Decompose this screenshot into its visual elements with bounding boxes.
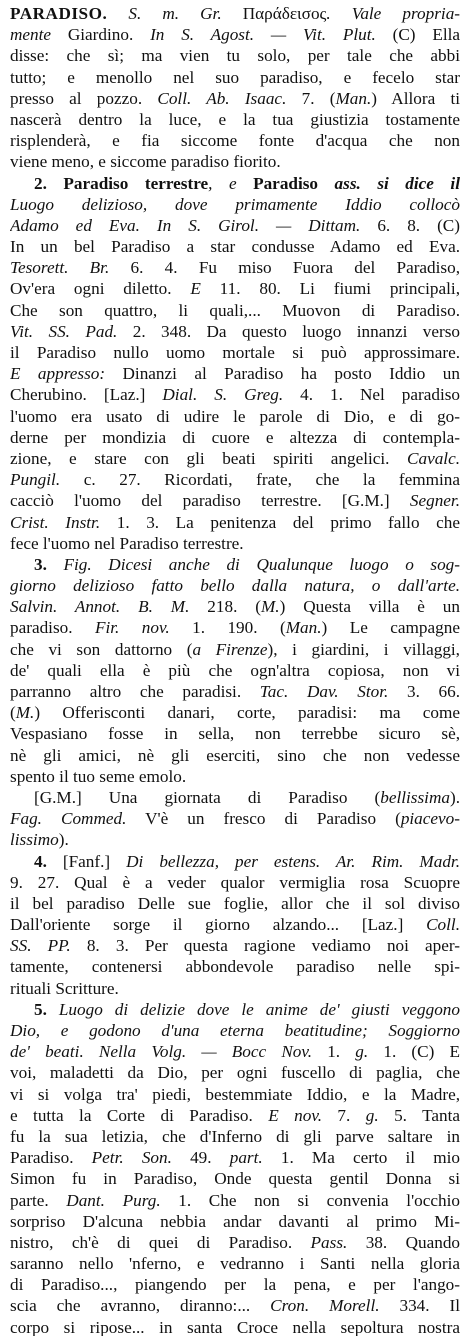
text-run: Luogo di delizie dove le anime de' giusti veggono — [58, 999, 460, 1019]
text-run: nascerà dentro la luce, e la tua giustizia tostamente — [10, 109, 460, 129]
entry-line — [10, 702, 460, 723]
text-run: M. — [260, 597, 280, 617]
text-run: Fig. Dicesi anche di Qualunque luogo o sog- — [63, 554, 460, 574]
text-run: 5. Tanta — [378, 1105, 460, 1125]
entry-line — [10, 575, 460, 596]
text-run: Salvin. Annot. B. M. — [10, 597, 190, 617]
text-run: SS. PP. — [10, 936, 71, 956]
text-run: spento il tuo seme emolo. — [10, 766, 187, 786]
text-run: E appresso: — [10, 364, 106, 384]
text-run: Luogo delizioso, dove primamente Iddio collocò — [10, 194, 460, 214]
text-run: ) Offerisconti danari, corte, paradisi: ma come — [34, 703, 460, 723]
entry-line — [10, 257, 460, 278]
text-run: 4. — [34, 851, 63, 871]
entry-line — [10, 723, 460, 744]
text-run: g. — [365, 1105, 379, 1125]
text-run: 9. 27. Qual è a veder qualor vermiglia rosa Scuopre — [10, 872, 460, 892]
text-run: c. 27. Ricordati, frate, che la femmina — [60, 470, 460, 490]
text-run: 3. 66. — [388, 682, 460, 701]
text-run: In S. Agost. — Vit. Plut. — [150, 25, 376, 45]
text-run: Di bellezza, per estens. Ar. Rim. Madr. — [126, 851, 460, 871]
text-run: mente — [10, 25, 52, 45]
text-run: zione, e stare con gli beati spiriti angelici. — [10, 448, 408, 468]
text-run: 1. — [312, 1042, 356, 1062]
text-run: scia che avranno, diranno:... — [10, 1296, 271, 1316]
text-run: ). — [58, 830, 69, 850]
entry-line — [10, 808, 460, 829]
text-run: ) Allora ti — [371, 88, 460, 108]
text-run: S. m. Gr. — [107, 4, 243, 23]
entry-line — [10, 787, 460, 808]
text-run: de' quali ella è più che ogn'altra copiosa, non vi — [10, 660, 460, 680]
entry-line — [10, 1232, 460, 1253]
text-run: presso al pozzo. — [10, 88, 158, 108]
entry-line — [10, 660, 460, 681]
text-run: 1. (C) E — [368, 1042, 460, 1062]
text-run: 1. 3. La penitenza del primo fallo che — [100, 512, 460, 532]
text-run: 7. — [322, 1105, 366, 1125]
entry-line — [10, 956, 460, 977]
entry-line — [10, 448, 460, 469]
text-run: Tac. Dav. Stor. — [259, 682, 389, 701]
text-run: Adamo ed Eva. In S. Girol. — Dittam. — [10, 215, 361, 235]
text-run: Man. — [285, 618, 322, 638]
entry-line — [10, 1147, 460, 1168]
headword: PARADISO. — [10, 4, 108, 23]
text-run: a Firenze — [192, 639, 268, 659]
text-run: ), i giardini, i villaggi, — [267, 639, 460, 659]
entry-line — [10, 1317, 460, 1336]
text-run: g. — [355, 1042, 369, 1062]
entry-line — [10, 766, 460, 787]
entry-line — [10, 935, 460, 956]
entry-line — [10, 278, 460, 299]
text-run: Cavalc. — [407, 448, 460, 468]
text-run: 2. 348. Da questo luogo innanzi verso — [117, 321, 460, 341]
text-run: 7. ( — [286, 88, 336, 108]
entry-line — [10, 215, 460, 236]
entry-line — [10, 384, 460, 405]
text-run: nè gli amici, nè gli eserciti, sino che non vedesse — [10, 745, 460, 765]
text-run: corpo si ripose... in santa Croce nella sepoltura nostra — [10, 1317, 460, 1336]
text-run: tamente, contenersi abbondevole paradiso nelle spi- — [10, 957, 460, 977]
text-run: Pass. — [310, 1232, 348, 1252]
text-run: Παράδεισος — [242, 4, 327, 23]
text-run: part. — [229, 1148, 263, 1168]
entry-line — [10, 1062, 460, 1083]
text-run: Dinanzi al Paradiso ha posto Iddio un — [105, 364, 460, 384]
text-run: Man. — [335, 88, 372, 108]
text-run: 2. — [34, 173, 64, 193]
entry-line — [10, 130, 460, 151]
entry-line — [10, 1295, 460, 1316]
entry-line — [10, 1274, 460, 1295]
entry-line — [10, 3, 460, 24]
text-run: Dial. S. Greg. — [162, 385, 284, 405]
text-run: Segner. — [409, 491, 460, 511]
text-run: 5. — [34, 999, 59, 1019]
entry-line — [10, 406, 460, 427]
text-run: cacciò l'uomo del paradiso terrestre. [G.M.] — [10, 491, 410, 511]
entry-line — [10, 1041, 460, 1062]
text-run: 1. Ma certo il mio — [262, 1148, 460, 1168]
text-run: ) Le campagne — [321, 618, 460, 638]
text-run: nistro, ch'è di quei di Paradiso. — [10, 1232, 311, 1252]
entry-line — [10, 342, 460, 363]
text-run: voi, maladetti da Dio, per ogni fuscello di paglia, che — [10, 1063, 460, 1083]
text-run: ). — [449, 787, 460, 807]
text-run: V'è un fresco di Paradiso ( — [126, 809, 401, 829]
entry-line — [10, 67, 460, 88]
text-run: parranno altro che paradisi. — [10, 682, 260, 701]
entry-line — [10, 1211, 460, 1232]
text-run: fece l'uomo nel Paradiso terrestre. — [10, 533, 244, 553]
entry-line — [10, 469, 460, 490]
entry-line — [10, 194, 460, 215]
text-run: Dant. Purg. — [66, 1190, 161, 1210]
text-run: E — [190, 279, 201, 299]
text-run: Cron. Morell. — [270, 1296, 380, 1316]
entry-line — [10, 363, 460, 384]
entry-line — [10, 300, 460, 321]
text-run: de' beati. Nella Volg. — Bocc Nov. — [10, 1042, 313, 1062]
entry-line — [10, 236, 460, 257]
entry-text-column — [10, 3, 460, 1336]
text-run: 3. — [34, 554, 64, 574]
entry-line — [10, 1126, 460, 1147]
text-run: viene meno, e siccome paradiso fiorito. — [10, 152, 281, 172]
entry-line — [10, 914, 460, 935]
entry-line — [10, 681, 460, 702]
text-run: Ov'era ogni diletto. — [10, 279, 191, 299]
text-run: derne per mondizia di cuore e altezza di contempla- — [10, 427, 460, 447]
text-run: Vit. SS. Pad. — [10, 321, 118, 341]
entry-line — [10, 1253, 460, 1274]
text-run: . Vale propria- — [326, 4, 460, 23]
entry-line — [10, 999, 460, 1020]
text-run: 6. 8. (C) — [360, 215, 460, 235]
text-run: 218. ( — [189, 597, 261, 617]
text-run: rituali Scritture. — [10, 978, 119, 998]
text-run: Fir. nov. — [94, 618, 170, 638]
text-run: Dall'oriente sorge il giorno alzando... [Laz.] — [10, 915, 427, 935]
text-run: Vespasiano fosse in sella, non terrebbe sicuro sè, — [10, 724, 460, 744]
text-run: l'uomo era usato di udire le parole di Dio, e di go- — [10, 406, 460, 426]
text-run: ass. si dice il — [318, 173, 460, 193]
entry-line — [10, 151, 460, 172]
entry-line — [10, 639, 460, 660]
entry-line — [10, 1168, 460, 1189]
text-run: 6. 4. Fu miso Fuora del Paradiso, — [109, 258, 460, 278]
text-run: 4. 1. Nel paradiso — [283, 385, 460, 405]
entry-line — [10, 851, 460, 872]
text-run: [Fanf.] — [62, 851, 127, 871]
text-run: Fag. Commed. — [10, 809, 127, 829]
text-run: risplenderà, e fia siccome fonte d'acqua che non — [10, 131, 460, 151]
text-run: il bel paradiso Delle sue foglie, allor che il sol diviso — [10, 893, 460, 913]
text-run: Pungil. — [10, 470, 61, 490]
text-run: 334. Il — [379, 1296, 460, 1316]
text-run: In un bel Paradiso a star condusse Adamo ed Eva. — [10, 237, 460, 257]
text-run: bellissima — [380, 787, 450, 807]
text-run: Paradiso — [253, 173, 319, 193]
text-run: fu la sua letizia, che d'Inferno di gli parve saltare in — [10, 1126, 460, 1146]
text-run: vi si volga tra' piedi, bestemmiate Iddio, e la Madre, — [10, 1084, 460, 1104]
text-run: paradiso. — [10, 618, 95, 638]
entry-line — [10, 1105, 460, 1126]
entry-line — [10, 617, 460, 638]
text-run: e tutta la Corte di Paradiso. — [10, 1105, 269, 1125]
text-run: di Paradiso..., piangendo per la pena, e per l'ango- — [10, 1275, 460, 1295]
entry-line — [10, 1020, 460, 1041]
text-run: Che son quattro, li quali,... Muovon di Paradiso. — [10, 300, 460, 320]
text-run: Cherubino. [Laz.] — [10, 385, 163, 405]
entry-line — [10, 893, 460, 914]
entry-line — [10, 978, 460, 999]
entry-line — [10, 24, 460, 45]
text-run: ) Questa villa è un — [279, 597, 460, 617]
text-run: parte. — [10, 1190, 67, 1210]
entry-line — [10, 829, 460, 850]
text-run: 49. — [171, 1148, 230, 1168]
text-run: 11. 80. Li fiumi principali, — [200, 279, 460, 299]
text-run: Petr. Son. — [91, 1148, 172, 1168]
entry-line — [10, 45, 460, 66]
text-run: Dio, e godono d'una eterna beatitudine; Soggiorno — [10, 1021, 460, 1040]
entry-line — [10, 321, 460, 342]
text-run: M. — [15, 703, 35, 723]
text-run: saranno nello 'nferno, e vedranno i Santi nella gloria — [10, 1254, 460, 1274]
text-run: Paradiso terrestre — [63, 173, 209, 193]
text-run: Paradiso. — [10, 1148, 92, 1168]
text-run: , e — [208, 173, 254, 193]
entry-line — [10, 1084, 460, 1105]
text-run: Crist. Instr. — [10, 512, 101, 532]
text-run: sorpriso D'alcuna nebbia andar davanti al primo Mi- — [10, 1211, 460, 1231]
text-run: Simon fu in Paradiso, Onde questa gentil Donna si — [10, 1169, 460, 1189]
entry-line — [10, 427, 460, 448]
entry-line — [10, 554, 460, 575]
entry-line — [10, 490, 460, 511]
text-run: (C) Ella — [375, 25, 460, 45]
text-run: tutto; e menollo nel suo paradiso, e fecelo star — [10, 67, 460, 87]
text-run: Coll. — [426, 915, 460, 935]
text-run: 38. Quando — [347, 1232, 460, 1252]
text-run: piacevo- — [400, 809, 460, 829]
text-run: lissimo — [10, 830, 59, 850]
entry-line — [10, 1190, 460, 1211]
entry-line — [10, 872, 460, 893]
entry-line — [10, 596, 460, 617]
text-run: giorno delizioso fatto bello dalla natura, o dall'arte. — [10, 576, 460, 596]
text-run: E nov. — [268, 1105, 322, 1125]
text-run: 8. 3. Per questa ragione vediamo noi aper- — [70, 936, 460, 956]
entry-line — [10, 173, 460, 194]
entry-line — [10, 745, 460, 766]
text-run: ( — [10, 703, 16, 723]
text-run: 1. 190. ( — [169, 618, 286, 638]
text-run: che vi son dattorno ( — [10, 639, 193, 659]
text-run: disse: che sì; ma vien tu solo, per tale che abbi — [10, 46, 460, 66]
text-run: Giardino. — [51, 25, 151, 45]
entry-line — [10, 533, 460, 554]
entry-line — [10, 512, 460, 533]
text-run: [G.M.] Una giornata di Paradiso ( — [34, 787, 381, 807]
text-run: 1. Che non si convenia l'occhio — [160, 1190, 460, 1210]
text-run: il Paradiso nullo uomo mortale si può approssimare. — [10, 343, 460, 362]
text-run: Coll. Ab. Isaac. — [157, 88, 287, 108]
text-run: Tesorett. Br. — [10, 258, 110, 278]
entry-line — [10, 88, 460, 109]
entry-line — [10, 109, 460, 130]
